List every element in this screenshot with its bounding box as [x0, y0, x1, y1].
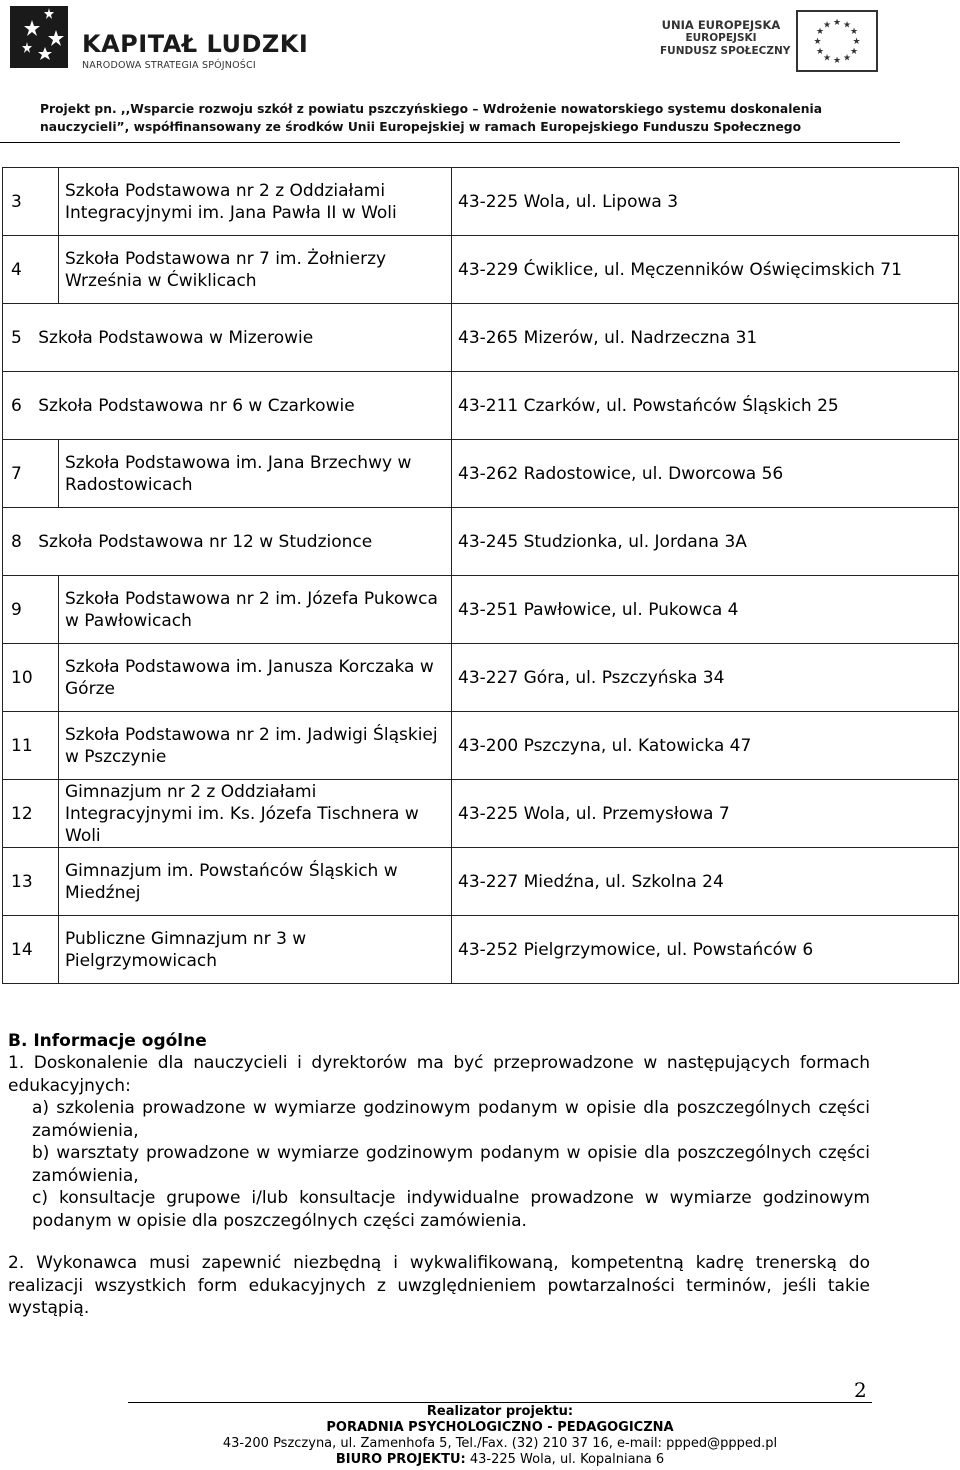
row-number: 9 [3, 576, 59, 644]
school-name: Szkoła Podstawowa im. Janusza Korczaka w Górze [59, 644, 452, 712]
table-row [3, 712, 959, 780]
table-row [3, 440, 959, 508]
svg-text:★: ★ [832, 18, 842, 28]
svg-text:★: ★ [842, 20, 852, 31]
school-address: 43-225 Wola, ul. Lipowa 3 [452, 168, 959, 236]
row-number: 6 [11, 395, 22, 416]
row-number: 3 [3, 168, 59, 236]
footer-office-label: BIURO PROJEKTU: [335, 1452, 466, 1467]
row-number: 13 [3, 848, 59, 916]
svg-text:★: ★ [832, 56, 842, 66]
school-cell [3, 508, 452, 576]
page-header [0, 0, 960, 145]
row-number: 11 [3, 712, 59, 780]
table-row [3, 916, 959, 984]
table-row [3, 576, 959, 644]
footer-divider [128, 1402, 872, 1403]
row-number: 7 [3, 440, 59, 508]
email-link[interactable]: ppped@ppped.pl [666, 1436, 778, 1451]
paragraph-2: 2. Wykonawca musi zapewnić niezbędną i wykwalifikowaną, kompetentną kadrę trenerską do realizacji wszystkich form edukacyjnych z uwzględnieniem powtarzalności terminów, jeśli takie wystąpią. [8, 1253, 870, 1318]
footer-line-3 [0, 1436, 960, 1452]
table-row [3, 168, 959, 236]
school-address: 43-200 Pszczyna, ul. Katowicka 47 [452, 712, 959, 780]
svg-text:★: ★ [852, 37, 861, 47]
kapital-ludzki-logo [10, 6, 340, 76]
eu-line-1: UNIA EUROPEJSKA [661, 18, 781, 32]
svg-text:★: ★ [822, 53, 832, 64]
school-name: Szkoła Podstawowa nr 7 im. Żołnierzy Września w Ćwiklicach [59, 236, 452, 304]
school-name: Szkoła Podstawowa nr 6 w Czarkowie [38, 395, 355, 416]
school-address: 43-227 Miedźna, ul. Szkolna 24 [452, 848, 959, 916]
footer-contact: 43-200 Pszczyna, ul. Zamenhofa 5, Tel./Fax. (32) 210 37 16, e-mail: [222, 1436, 667, 1451]
paragraph-1: 1. Doskonalenie dla nauczycieli i dyrektorów ma być przeprowadzone w następujących formach edukacyjnych: [8, 1053, 870, 1096]
eu-logo-text [660, 18, 791, 58]
school-address: 43-251 Pawłowice, ul. Pukowca 4 [452, 576, 959, 644]
svg-text:★: ★ [822, 20, 832, 31]
school-name: Szkoła Podstawowa nr 2 z Oddziałami Integracyjnymi im. Jana Pawła II w Woli [59, 168, 452, 236]
school-address: 43-225 Wola, ul. Przemysłowa 7 [452, 780, 959, 848]
school-name: Gimnazjum im. Powstańców Śląskich w Miedźnej [59, 848, 452, 916]
school-address: 43-229 Ćwiklice, ul. Męczenników Oświęcimskich 71 [452, 236, 959, 304]
spacer [8, 1232, 870, 1252]
school-cell [3, 372, 452, 440]
table-row [3, 780, 959, 848]
school-name: Szkoła Podstawowa nr 2 im. Józefa Pukowca w Pawłowicach [59, 576, 452, 644]
school-cell [3, 304, 452, 372]
table-row [3, 508, 959, 576]
section-b [8, 1030, 870, 1320]
eu-line-3: FUNDUSZ SPOŁECZNY [660, 45, 791, 57]
footer-line-4 [0, 1452, 960, 1468]
logo-subtitle: NARODOWA STRATEGIA SPÓJNOŚCI [82, 60, 256, 71]
eu-logo [660, 10, 880, 76]
row-number: 5 [11, 327, 22, 348]
school-name: Szkoła Podstawowa nr 2 im. Jadwigi Śląskiej w Pszczynie [59, 712, 452, 780]
page-number: 2 [854, 1378, 867, 1402]
row-number: 14 [3, 916, 59, 984]
svg-text:★: ★ [815, 47, 825, 57]
svg-text:★: ★ [815, 27, 825, 37]
school-name: Szkoła Podstawowa w Mizerowie [38, 327, 314, 348]
list-item-b: b) warsztaty prowadzone w wymiarze godzinowym podanym w opisie dla poszczególnych części zamówienia, [32, 1143, 870, 1186]
school-name: Szkoła Podstawowa im. Jana Brzechwy w Radostowicach [59, 440, 452, 508]
svg-text:★: ★ [813, 37, 822, 47]
section-heading: B. Informacje ogólne [8, 1031, 207, 1051]
project-description [40, 100, 900, 136]
list-item-c: c) konsultacje grupowe i/lub konsultacje indywidualne prowadzone w wymiarze godzinowym podanym w opisie dla poszczególnych części zamówienia. [32, 1188, 870, 1231]
table-row [3, 372, 959, 440]
school-address: 43-227 Góra, ul. Pszczyńska 34 [452, 644, 959, 712]
svg-text:★: ★ [849, 47, 859, 57]
table-row [3, 304, 959, 372]
logo-title: KAPITAŁ LUDZKI [82, 30, 309, 58]
school-name: Publiczne Gimnazjum nr 3 w Pielgrzymowicach [59, 916, 452, 984]
row-number: 4 [3, 236, 59, 304]
schools-table [2, 167, 959, 984]
footer-office-address: 43-225 Wola, ul. Kopalniana 6 [465, 1452, 665, 1467]
school-address: 43-252 Pielgrzymowice, ul. Powstańców 6 [452, 916, 959, 984]
project-line-2: nauczycieli”, współfinansowany ze środków Unii Europejskiej w ramach Europejskiego Funduszu Społecznego [40, 120, 802, 134]
svg-text:★: ★ [842, 53, 852, 64]
svg-text:★: ★ [849, 27, 859, 37]
table-row [3, 236, 959, 304]
row-number: 8 [11, 531, 22, 552]
kapital-ludzki-emblem-icon [10, 6, 68, 68]
footer-line-2: PORADNIA PSYCHOLOGICZNO - PEDAGOGICZNA [326, 1420, 674, 1435]
row-number: 10 [3, 644, 59, 712]
footer-line-1: Realizator projektu: [426, 1404, 574, 1419]
project-line-1: Projekt pn. ,,Wsparcie rozwoju szkół z powiatu pszczyńskiego – Wdrożenie nowatorskiego systemu doskonalenia [40, 102, 823, 116]
school-address: 43-211 Czarków, ul. Powstańców Śląskich 25 [452, 372, 959, 440]
school-name: Szkoła Podstawowa nr 12 w Studzionce [38, 531, 373, 552]
eu-flag-icon [796, 10, 878, 72]
table-row [3, 848, 959, 916]
table-row [3, 644, 959, 712]
page-footer [0, 1404, 960, 1468]
row-number: 12 [3, 780, 59, 848]
school-address: 43-265 Mizerów, ul. Nadrzeczna 31 [452, 304, 959, 372]
school-name: Gimnazjum nr 2 z Oddziałami Integracyjnymi im. Ks. Józefa Tischnera w Woli [59, 780, 452, 848]
header-divider [0, 142, 900, 143]
school-address: 43-245 Studzionka, ul. Jordana 3A [452, 508, 959, 576]
list-item-a: a) szkolenia prowadzone w wymiarze godzinowym podanym w opisie dla poszczególnych części zamówienia, [32, 1098, 870, 1141]
eu-line-2: EUROPEJSKI [685, 32, 757, 44]
school-address: 43-262 Radostowice, ul. Dworcowa 56 [452, 440, 959, 508]
